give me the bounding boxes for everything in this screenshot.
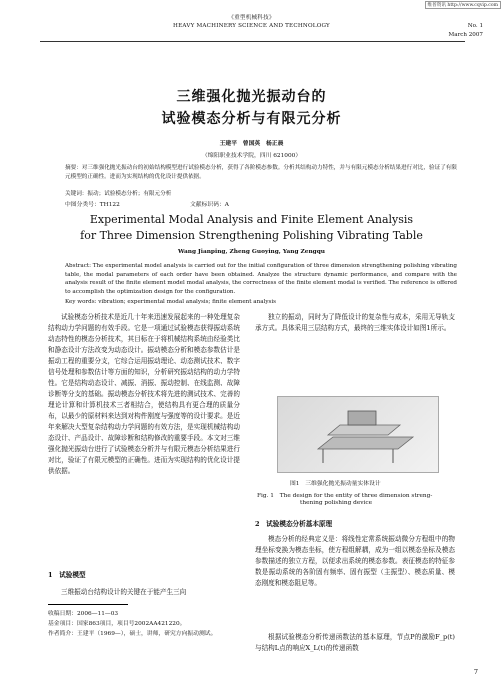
vibration-table-drawing [278,397,438,472]
footnote-rule [48,604,128,605]
figure-1-caption-en-2: thening polishing device [300,500,373,506]
authors-cn: 王建平 曾国英 杨正晨 [219,141,284,147]
footnote-received: 收稿日期：2006—11—03 [48,611,119,617]
classification-number: 中图分类号：TH122 [65,202,120,208]
right-col-paragraph: 独立的振动，同时为了降低设计的复杂性与成本，采用无导轨支承方式。具体采用三层结构方式，最终的三维实体设计如图1所示。 [255,313,455,332]
keywords-cn: 关键词：振动；试验模态分析；有限元分析 [65,191,172,197]
title-en-line1: Experimental Modal Analysis and Finite Element Analysis [89,213,414,226]
section-2-heading: 2 试验模态分析基本原理 [255,520,333,528]
footnote-fund: 基金项目：国家863项目，项目号2002AA421220。 [48,621,186,627]
footnote-author: 作者简介：王建平（1969—），硕士，讲师，研究方向振动测试。 [48,631,217,637]
abstract-cn: 摘要：对三维强化抛光振动台的初始结构模型进行试验模态分析，获得了各阶模态参数。分析其结构动力特性，并与有限元模态分析结果进行对比，验证了有限元模型的正确性。进而为实现结构的优化设计提供依据。 [65,165,457,180]
section-2-text: 模态分析的经典定义是：将线性定常系统振动微分方程组中的物理坐标变换为模态坐标，使方程组解耦，成为一组以模态坐标及模态参数描述的独立方程，以便求出系统的模态参数。表征模态的特征参数是振动系统的各阶固有频率、固有振型（主振型）、模态质量、模态刚度和模态阻尼等。 [255,535,455,587]
figure-1-caption-cn: 图1 三维强化抛光振动量实体设计 [290,481,381,487]
keywords-en: Key words: vibration; experimental modal analysis; finite element analysis [65,299,277,305]
section-1-heading: 1 试验模型 [48,571,86,579]
figure-1-caption-en-1: Fig. 1 The design for the entity of three dimension streng- [257,493,433,499]
title-en-line2: for Three Dimension Strengthening Polishing Vibrating Table [80,229,423,242]
figure-1-image [277,396,439,473]
header-rule [40,41,465,42]
title-cn-line2: 试验模态分析与有限元分析 [161,111,342,127]
page-number: 7 [473,668,478,676]
intro-paragraph: 试验模态分析技术是近几十年来迅速发展起来的一种处理复杂结构动力学问题的有效手段。它是一项通过试验模态获得振动系统动态特性的模态分析技术，其目标在于将机械结构系统由经验类比和静态设计方法改变为动态设计。振动模态分析和模态参数估计是振动工程的重要分支，它综合运用振动理论、动态测试技术、数字信号处理和参数估计等方面的知识，分析研究振动结构的动力学特性。它是结构动态设计、减振、消振、振动控制、在线监测、故障诊断等分支的基础。振动模态分析技术将先进的测试技术、完善的理论计算和计算机技术三者相结合，使结构具有更合理的质量分布，以最少的原材料来达到对构件刚度与强度等的设计要求。是近年来解决大型复杂结构动力学问题的有效方法，是实现机械结构动态设计、产品设计、故障诊断和结构修改的重要手段。本文对三维强化抛光振动台进行了试验模态分析并与有限元模态分析结果进行对比，验证了有限元模型的正确性。进而为实现结构的优化设计提供依据。 [48,313,240,475]
journal-name-cn: 《重型机械科技》 [228,15,275,21]
authors-en: Wang Jianping, Zheng Guoying, Yang Zengqu [177,249,326,255]
issue-number: No. 1 [467,23,483,29]
title-cn-line1: 三维强化抛光振动台的 [176,89,327,105]
watermark: 维普资讯 http://www.cqvip.com [425,1,501,9]
affiliation-cn: （绵阳职业技术学院，四川 621000） [201,153,302,159]
document-code: 文献标识码：A [190,202,229,208]
section-2-text-2: 根据试验模态分析传递函数法的基本原理，节点P的激励F_p(t)与结构L点的响应X_L(t)的传递函数 [255,633,455,652]
issue-date: March 2007 [448,32,483,38]
abstract-en: Abstract: The experimental model analysis is carried out for the initial configuration of three dimension strengthening polishing vibrating table, the modal parameters of each order have been obtained. Analyze the structure dynamic performance, and compare with the analysis result of the finite element model modal analysis, the correctness of the finite element modal is verified. The reference is offered to accomplish the optimization design for the configuration. [65,263,457,295]
section-1-text: 三维振动台结构设计的关键在于能产生三向 [61,588,187,596]
journal-name-en: HEAVY MACHINERY SCIENCE AND TECHNOLOGY [173,23,330,29]
